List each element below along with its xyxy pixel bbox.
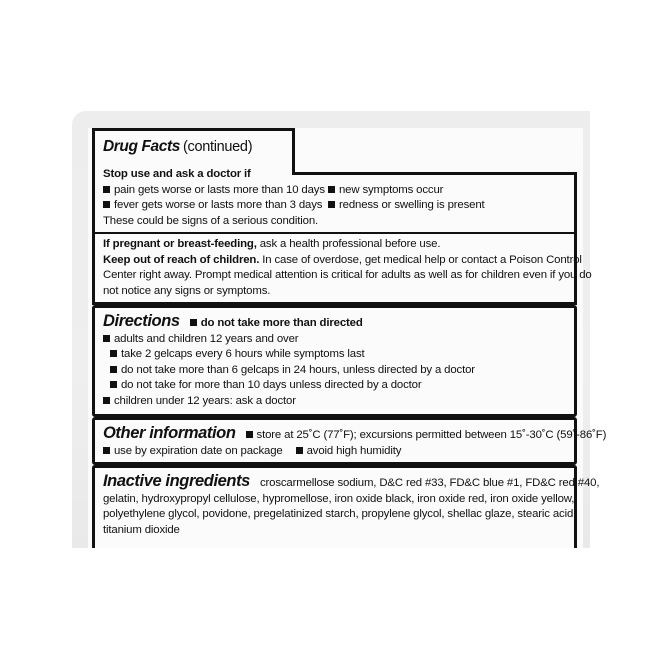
children-text-line: not notice any signs or symptoms. [103, 284, 271, 297]
bullet-icon [328, 186, 335, 193]
stop-use-section [103, 167, 325, 229]
bullet-icon [103, 335, 110, 342]
inactive-ingredients-panel [92, 465, 600, 548]
list-item: new symptoms occur [328, 183, 485, 199]
pregnant-bold: If pregnant or breast-feeding, [103, 238, 257, 250]
children-bold: Keep out of reach of children. [103, 253, 260, 266]
drug-facts-title: Drug Facts [103, 138, 180, 155]
humidity-text: avoid high humidity [306, 444, 402, 457]
list-item: adults and children 12 years and over [103, 332, 567, 348]
ingredients-line: titanium dioxide [103, 523, 180, 536]
other-information-title: Other information [103, 424, 236, 442]
list-item: do not take for more than 10 days unless directed by a doctor [103, 378, 567, 394]
ingredients-line: polyethylene glycol, povidone, pregelatinized starch, propylene glycol, shellac glaze, stearic acid, [103, 508, 577, 520]
storage-text: store at 25˚C (77˚F); excursions permitted between 15˚-30˚C (59˚-86˚F) [256, 429, 607, 441]
list-item: children under 12 years: ask a doctor [103, 394, 567, 410]
pregnant-text: ask a health professional before use. [256, 238, 441, 250]
list-item: take 2 gelcaps every 6 hours while symptoms last [103, 347, 567, 363]
section-divider [95, 232, 574, 234]
bullet-icon [103, 447, 110, 454]
ingredients-line: croscarmellose sodium, D&C red #33, FD&C blue #1, FD&C red #40, [259, 477, 600, 489]
stop-use-heading: Stop use and ask a doctor if [103, 168, 251, 180]
expiration-text: use by expiration date on package [114, 444, 283, 457]
bullet-icon [328, 201, 335, 208]
drug-facts-header [103, 139, 252, 157]
directions-title: Directions [103, 312, 180, 330]
bullet-icon [103, 397, 110, 404]
ingredients-line: gelatin, hydroxypropyl cellulose, hypromellose, iron oxide black, iron oxide red, iron oxide yellow, [103, 492, 575, 505]
bullet-icon [110, 381, 117, 388]
warnings-section: If pregnant or breast-feeding, ask a health professional before use. Keep out of reach of children. In case of overdose, get medical help or contact a Poison Control Center right away. Prompt medical attention is critical for adults as well as for children even if you do not notice any signs or symptoms. [103, 237, 592, 299]
bullet-icon [103, 201, 110, 208]
directions-panel [92, 305, 577, 417]
bullet-icon [246, 431, 253, 438]
list-item: do not take more than 6 gelcaps in 24 hours, unless directed by a doctor [103, 363, 567, 379]
inactive-ingredients-title: Inactive ingredients [103, 472, 250, 490]
children-text-line: Center right away. Prompt medical attention is critical for adults as well as for children even if you do [103, 269, 592, 282]
bullet-icon [110, 366, 117, 373]
drug-facts-subtitle: (continued) [182, 139, 253, 155]
list-item: pain gets worse or lasts more than 10 days [103, 183, 325, 199]
list-item: fever gets worse or lasts more than 3 days [103, 198, 325, 214]
other-information-panel [92, 417, 607, 465]
stop-use-note: These could be signs of a serious condition. [103, 214, 319, 227]
bullet-icon [110, 350, 117, 357]
bullet-icon [190, 319, 197, 326]
directions-headline: do not take more than directed [200, 317, 363, 329]
bullet-icon [296, 447, 303, 454]
list-item: redness or swelling is present [328, 198, 485, 214]
bullet-icon [103, 186, 110, 193]
stop-use-right-column [328, 183, 485, 214]
